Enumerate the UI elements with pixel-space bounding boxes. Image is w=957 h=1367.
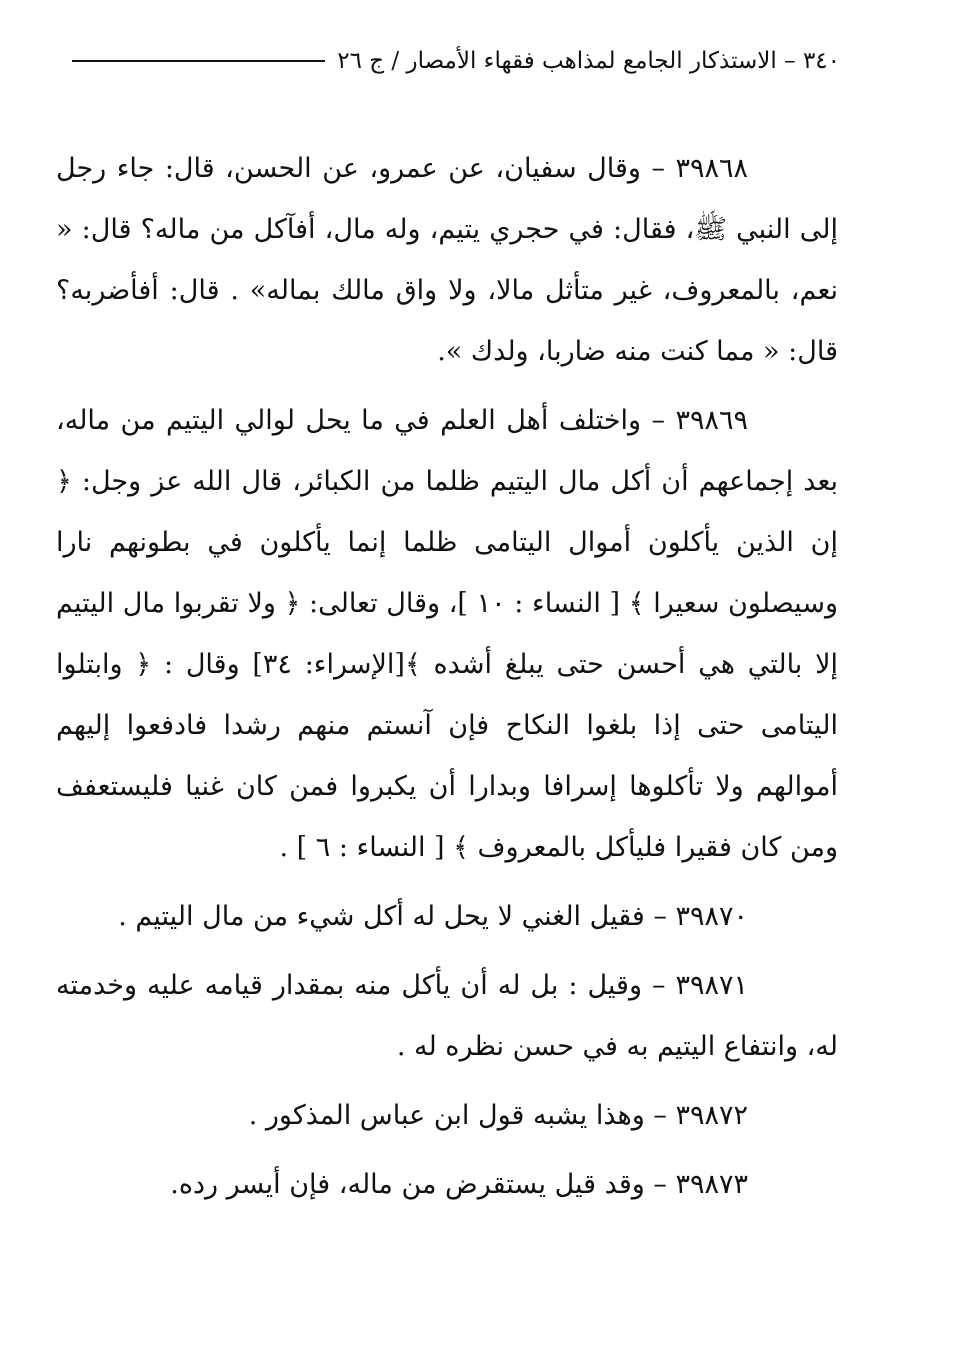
running-head <box>72 44 840 78</box>
paragraph-dash: – <box>640 153 665 184</box>
main-text <box>56 138 838 1223</box>
paragraph-dash: – <box>644 901 667 932</box>
paragraph-39869 <box>56 390 838 878</box>
paragraph-39871 <box>56 955 838 1077</box>
paragraph-text: وهذا يشبه قول ابن عباس المذكور . <box>248 1100 645 1131</box>
paragraph-text: واختلف أهل العلم في ما يحل لوالي اليتيم من ماله، بعد إجماعهم أن أكل مال اليتيم ظلما من الكبائر، قال الله عز وجل: ﴿ إن الذين يأكلون أموال اليتامى ظلما إنما يأكلون في بطونهم نارا وسيصلون سعيرا ﴾ [ النساء : ١٠ ]، وقال تعالى: ﴿ ولا تقربوا مال اليتيم إلا بالتي هي أحسن حتى يبلغ أشده ﴾[الإسراء: ٣٤] وقال : ﴿ وابتلوا اليتامى حتى إذا بلغوا النكاح فإن آنستم منهم رشدا فادفعوا إليهم أموالهم ولا تأكلوها إسرافا وبدارا أن يكبروا فمن كان غنيا فليستعفف ومن كان فقيرا فليأكل بالمعروف ﴾ [ النساء : ٦ ] . <box>56 405 838 863</box>
paragraph-dash: – <box>641 405 666 436</box>
paragraph-text: وقال سفيان، عن عمرو، عن الحسن، قال: جاء رجل إلى النبي ﷺ، فقال: في حجري يتيم، وله مال، أفآكل من ماله؟ قال: « نعم، بالمعروف، غير متأثل مالا، ولا واق مالك بماله» . قال: أفأضربه؟ قال: « مما كنت منه ضاربا، ولدك ». <box>56 153 838 367</box>
paragraph-number: ٣٩٨٦٨ <box>675 153 748 184</box>
paragraph-39872 <box>56 1085 838 1146</box>
paragraph-number: ٣٩٨٧٣ <box>675 1169 748 1200</box>
paragraph-number: ٣٩٨٦٩ <box>675 405 748 436</box>
running-head-rule <box>72 60 325 62</box>
paragraph-dash: – <box>644 1100 667 1131</box>
running-head-text: ٣٤٠ – الاستذكار الجامع لمذاهب فقهاء الأمصار / ج ٢٦ <box>337 48 840 74</box>
paragraph-number: ٣٩٨٧١ <box>675 970 748 1001</box>
paragraph-number: ٣٩٨٧٢ <box>675 1100 748 1131</box>
paragraph-39870 <box>56 886 838 947</box>
paragraph-39873 <box>56 1154 838 1215</box>
paragraph-dash: – <box>644 1169 667 1200</box>
paragraph-dash: – <box>641 970 666 1001</box>
paragraph-39868 <box>56 138 838 382</box>
paragraph-text: وقيل : بل له أن يأكل منه بمقدار قيامه عليه وخدمته له، وانتفاع اليتيم به في حسن نظره له . <box>56 970 838 1062</box>
paragraph-number: ٣٩٨٧٠ <box>675 901 748 932</box>
paragraph-text: وقد قيل يستقرض من ماله، فإن أيسر رده. <box>170 1169 645 1200</box>
paragraph-text: فقيل الغني لا يحل له أكل شيء من مال اليتيم . <box>118 901 645 932</box>
